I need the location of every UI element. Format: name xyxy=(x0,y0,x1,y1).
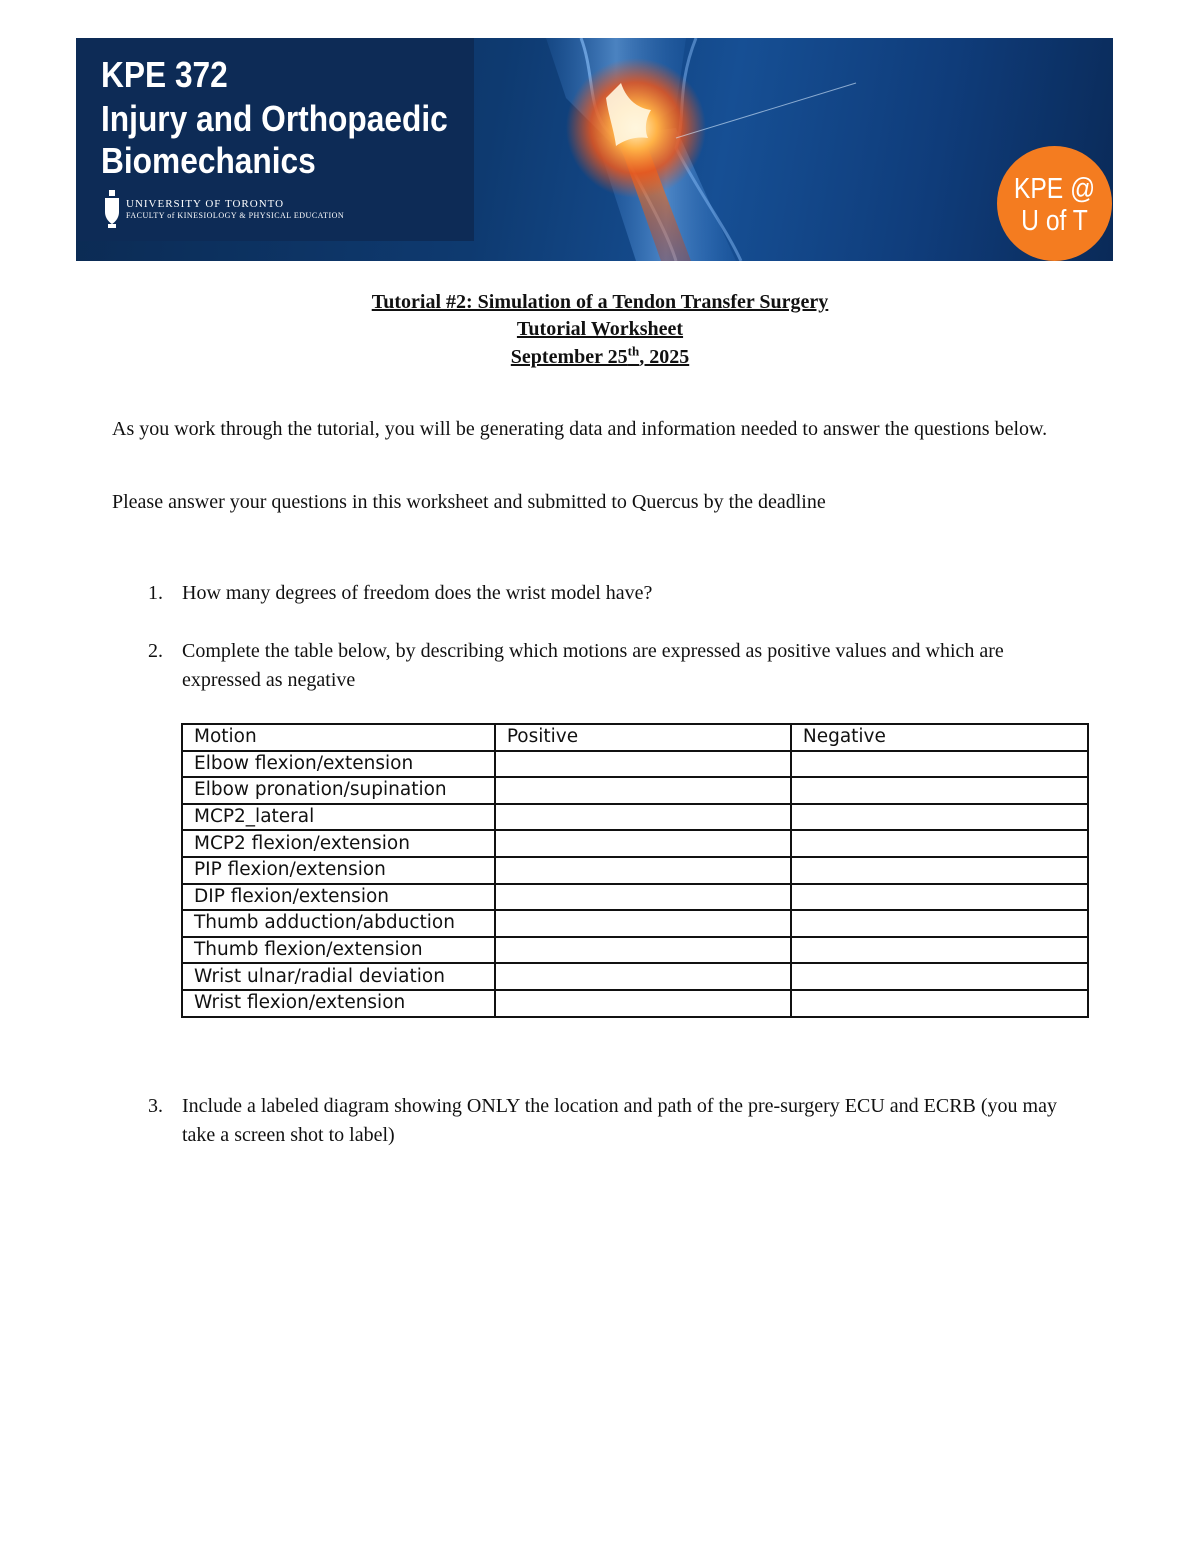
table-row xyxy=(182,804,1088,831)
header-motion: Motion xyxy=(182,724,495,751)
question-text: How many degrees of freedom does the wrist model have? xyxy=(182,582,653,604)
table-row xyxy=(182,777,1088,804)
course-title-line2: Biomechanics xyxy=(101,140,316,181)
negative-cell[interactable] xyxy=(791,777,1088,804)
motion-cell: PIP flexion/extension xyxy=(182,857,495,884)
positive-cell[interactable] xyxy=(495,884,791,911)
badge-line1: KPE @ xyxy=(1013,173,1096,205)
badge-line2: U of T xyxy=(1021,205,1088,237)
question-number: 1. xyxy=(148,582,163,604)
question-text: Include a labeled diagram showing ONLY the location and path of the pre-surgery ECU and ECRB (you may take a screen shot to label) xyxy=(182,1095,1057,1146)
uoft-crest-icon xyxy=(104,190,120,230)
date-prefix: September 25 xyxy=(510,346,628,368)
intro-paragraph-2: Please answer your questions in this worksheet and submitted to Quercus by the deadline xyxy=(112,491,826,513)
positive-cell[interactable] xyxy=(495,857,791,884)
motion-cell: MCP2_lateral xyxy=(182,804,495,831)
course-code: KPE 372 xyxy=(101,54,228,95)
question-number: 2. xyxy=(148,640,163,662)
question-number: 3. xyxy=(148,1095,163,1117)
intro-paragraph-1: As you work through the tutorial, you will be generating data and information needed to answer the questions below. xyxy=(112,418,1048,440)
positive-cell[interactable] xyxy=(495,751,791,778)
motion-cell: Thumb adduction/abduction xyxy=(182,910,495,937)
course-title-line1: Injury and Orthopaedic xyxy=(101,98,448,139)
worksheet-date xyxy=(0,344,1200,370)
positive-cell[interactable] xyxy=(495,804,791,831)
table-row xyxy=(182,963,1088,990)
positive-cell[interactable] xyxy=(495,910,791,937)
table-row xyxy=(182,937,1088,964)
motion-cell: MCP2 flexion/extension xyxy=(182,830,495,857)
header-negative: Negative xyxy=(791,724,1088,751)
university-logo xyxy=(104,188,464,232)
negative-cell[interactable] xyxy=(791,884,1088,911)
table-row xyxy=(182,751,1088,778)
table-row xyxy=(182,857,1088,884)
table-row xyxy=(182,910,1088,937)
positive-cell[interactable] xyxy=(495,963,791,990)
motion-cell: Wrist flexion/extension xyxy=(182,990,495,1017)
negative-cell[interactable] xyxy=(791,937,1088,964)
worksheet-title: Tutorial #2: Simulation of a Tendon Transfer Surgery xyxy=(371,291,829,313)
positive-cell[interactable] xyxy=(495,830,791,857)
faculty-name: FACULTY of KINESIOLOGY & PHYSICAL EDUCATION xyxy=(126,211,345,220)
motion-cell: Thumb flexion/extension xyxy=(182,937,495,964)
negative-cell[interactable] xyxy=(791,910,1088,937)
negative-cell[interactable] xyxy=(791,804,1088,831)
table-row xyxy=(182,830,1088,857)
motion-cell: Elbow flexion/extension xyxy=(182,751,495,778)
worksheet-subtitle: Tutorial Worksheet xyxy=(516,318,684,340)
table-row xyxy=(182,884,1088,911)
positive-cell[interactable] xyxy=(495,990,791,1017)
kpe-badge xyxy=(997,146,1112,261)
course-banner xyxy=(76,38,1113,261)
motion-cell: DIP flexion/extension xyxy=(182,884,495,911)
motion-cell: Wrist ulnar/radial deviation xyxy=(182,963,495,990)
date-superscript: th xyxy=(627,343,640,359)
header-positive: Positive xyxy=(495,724,791,751)
negative-cell[interactable] xyxy=(791,990,1088,1017)
question-text: Complete the table below, by describing which motions are expressed as positive values and which are expressed as negative xyxy=(182,640,1004,691)
table-header-row xyxy=(182,724,1088,751)
negative-cell[interactable] xyxy=(791,830,1088,857)
motion-cell: Elbow pronation/supination xyxy=(182,777,495,804)
university-name: UNIVERSITY OF TORONTO xyxy=(126,198,285,210)
negative-cell[interactable] xyxy=(791,857,1088,884)
negative-cell[interactable] xyxy=(791,963,1088,990)
negative-cell[interactable] xyxy=(791,751,1088,778)
table-row xyxy=(182,990,1088,1017)
positive-cell[interactable] xyxy=(495,777,791,804)
date-suffix: , 2025 xyxy=(639,346,690,368)
motion-sign-table xyxy=(181,723,1089,1018)
positive-cell[interactable] xyxy=(495,937,791,964)
